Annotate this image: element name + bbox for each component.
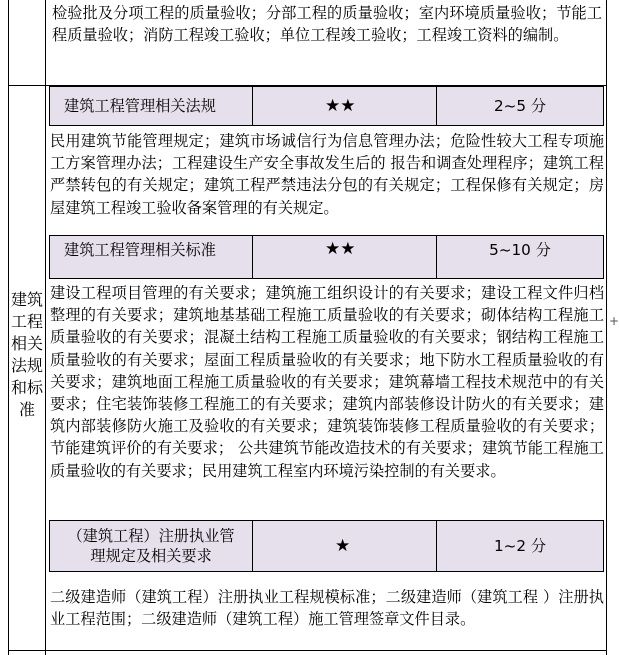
top-continuation-text: 检验批及分项工程的质量验收；分部工程的质量验收；室内环境质量验收；节能工程质量验收；消防工程竣工验收；单位工程竣工验收；工程竣工资料的编制。 [52,4,602,45]
row-2-title-cell [49,235,253,279]
row-1-title: 建筑工程管理相关法规 [64,97,216,115]
table-right-border [606,0,607,655]
row-3-score-cell [436,520,604,572]
row-2-stars-cell [252,235,437,279]
row-2-star-rating-icon: ★★ [325,239,356,259]
row-1-title-cell [49,86,253,126]
row-1-score: 2~5 分 [493,97,547,115]
row-2-score-cell [436,235,604,279]
row-3-score: 1~2 分 [493,537,547,555]
row-3-title: （建筑工程）注册执业管理规定及相关要求 [67,527,235,565]
label-column-divider [45,0,46,655]
row-3-star-rating-icon: ★ [335,536,351,556]
table-left-border [8,0,9,655]
section-label [11,289,43,421]
row-3-title-cell [49,520,253,572]
table-bottom-border [8,650,607,651]
section-label-text: 建筑工程相关法规和标准 [11,290,44,419]
row-2-score: 5~10 分 [489,241,551,259]
row-1-score-cell [436,86,604,126]
row-3-stars-cell [252,520,437,572]
row-1-star-rating-icon: ★★ [325,96,356,116]
row-2-content: 建设工程项目管理的有关要求；建筑施工组织设计的有关要求；建设工程文件归档整理的有关要求；建筑地基基础工程施工质量验收的有关要求；砌体结构工程施工质量验收的有关要求；混凝土结构工程施工质量验收的有关要求；钢结构工程施工质量验收的有关要求；屋面工程质量验收的有关要求；地下防水工程质量验收的有关要求；建筑地面工程施工质量验收的有关要求；建筑幕墙工程技术规范中的有关要求；住宅装饰装修工程施工的有关要求；建筑内部装修设计防火的有关要求；建筑内部装修防火施工及验收的有关要求；建筑装饰装修工程质量验收的有关要求；节能建筑评价的有关要求； 公共建筑节能改造技术的有关要求；建筑节能工程施工质量验收的有关要求；民用建筑工程室内环境污染控制的有关要求。 [50,284,604,480]
row-2-title: 建筑工程管理相关标准 [64,241,216,259]
row-1-content: 民用建筑节能管理规定；建筑市场诚信行为信息管理办法；危险性较大工程专项施工方案管理办法；工程建设生产安全事故发生后的 报告和调查处理程序；建筑工程严禁转包的有关规定；建筑工程严禁违法分包的有关规定；工程保修有关规定；房屋建筑工程竣工验收备案管理的有关规定。 [50,132,604,217]
row-3-content: 二级建造师（建筑工程）注册执业工程规模标准；二级建造师（建筑工程 ）注册执业工程范围；二级建造师（建筑工程）施工管理签章文件目录。 [50,588,604,629]
edge-plus-icon: + [609,314,619,328]
row-1-stars-cell [252,86,437,126]
